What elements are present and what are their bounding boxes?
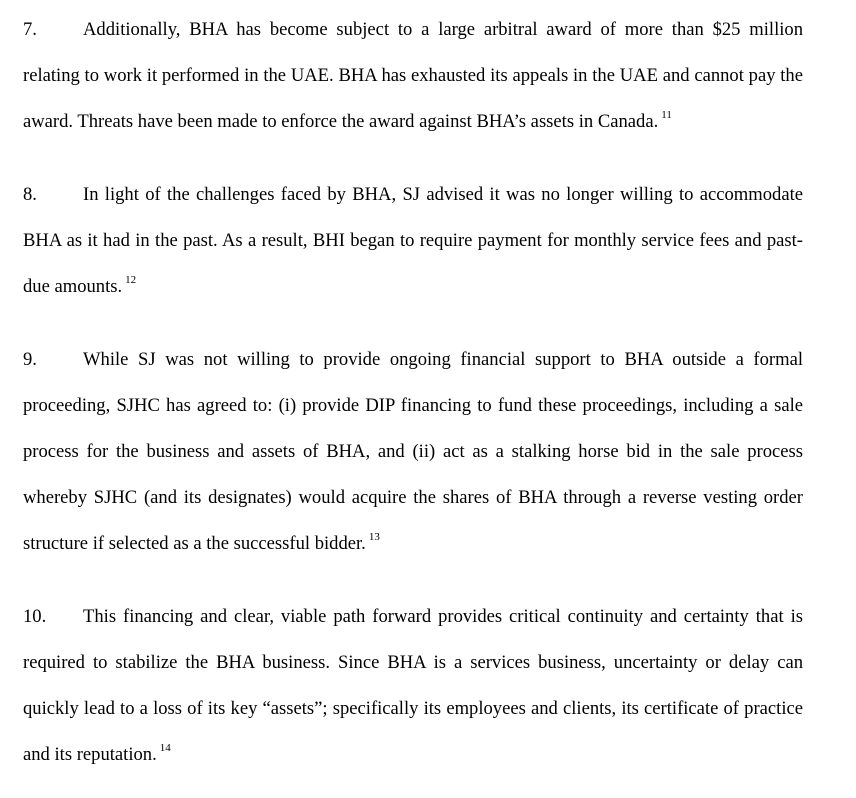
- footnote-marker[interactable]: 12: [125, 274, 137, 286]
- footnote-marker[interactable]: 11: [661, 109, 672, 121]
- footnote-marker[interactable]: 14: [159, 742, 171, 754]
- document-body: [23, 0, 803, 798]
- paragraph-number: 9.: [23, 349, 37, 370]
- paragraph-text: This financing and clear, viable path forward provides critical continuity and certainty that is required to stabilize the BHA business. Since BHA is a services business, uncertainty or delay can quickly lead to a loss of its key “assets”; specifically its employees and clients, its certificate of practice and its reputation.: [23, 606, 803, 765]
- paragraph-text: Additionally, BHA has become subject to a large arbitral award of more than $25 million relating to work it performed in the UAE. BHA has exhausted its appeals in the UAE and cannot pay the award. Threats have been made to enforce the award against BHA’s assets in Canada.: [23, 19, 803, 132]
- paragraph-7: [23, 0, 803, 145]
- paragraph-10: [23, 587, 803, 778]
- paragraph-number: 10.: [23, 606, 47, 627]
- paragraph-number: 7.: [23, 19, 37, 40]
- paragraph-8: [23, 165, 803, 310]
- paragraph-text: In light of the challenges faced by BHA, SJ advised it was no longer willing to accommodate BHA as it had in the past. As a result, BHI began to require payment for monthly service fees and past-due amounts.: [23, 184, 803, 297]
- footnote-marker[interactable]: 13: [368, 531, 380, 543]
- paragraph-text: While SJ was not willing to provide ongoing financial support to BHA outside a formal proceeding, SJHC has agreed to: (i) provide DIP financing to fund these proceedings, including a sale process for the business and assets of BHA, and (ii) act as a stalking horse bid in the sale process whereby SJHC (and its designates) would acquire the shares of BHA through a reverse vesting order structure if selected as a the successful bidder.: [23, 349, 803, 554]
- paragraph-number: 8.: [23, 184, 37, 205]
- paragraph-9: [23, 330, 803, 567]
